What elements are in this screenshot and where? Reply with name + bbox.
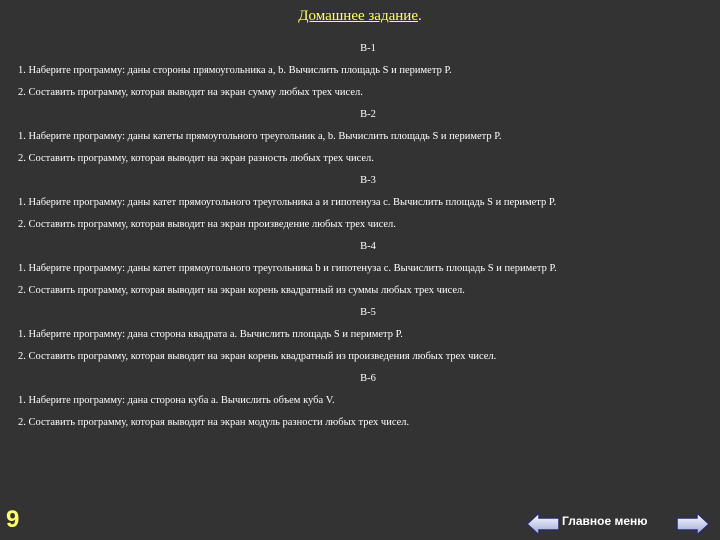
title-text: Домашнее задание — [298, 8, 418, 24]
variant-1 — [18, 38, 708, 104]
variant-label: В-3 — [360, 175, 376, 186]
task-2: 2. Составить программу, которая выводит на экран корень квадратный из суммы любых трех чисел. — [18, 285, 465, 296]
variant-label: В-4 — [360, 241, 376, 252]
task-1: 1. Наберите программу: даны катет прямоугольного треугольника b и гипотенуза с. Вычислить площадь S и периметр P. — [18, 263, 557, 274]
variant-4 — [18, 236, 708, 302]
main-menu-link[interactable]: Главное меню — [562, 514, 648, 528]
page-title — [0, 8, 720, 25]
task-2: 2. Составить программу, которая выводит на экран разность любых трех чисел. — [18, 153, 374, 164]
variant-2 — [18, 104, 708, 170]
variant-3 — [18, 170, 708, 236]
task-1: 1. Наберите программу: дана сторона куба a. Вычислить объем куба V. — [18, 395, 335, 406]
task-2: 2. Составить программу, которая выводит на экран сумму любых трех чисел. — [18, 87, 363, 98]
task-1: 1. Наберите программу: даны катет прямоугольного треугольника a и гипотенуза с. Вычислить площадь S и периметр P. — [18, 197, 557, 208]
variant-label: В-5 — [360, 307, 376, 318]
variant-6 — [18, 368, 708, 434]
task-2: 2. Составить программу, которая выводит на экран произведение любых трех чисел. — [18, 219, 396, 230]
task-1: 1. Наберите программу: даны катеты прямоугольного треугольник a, b. Вычислить площадь S и периметр P. — [18, 131, 502, 142]
arrow-left-icon[interactable] — [526, 512, 560, 536]
task-1: 1. Наберите программу: дана сторона квадрата a. Вычислить площадь S и периметр P. — [18, 329, 403, 340]
slide-number: 9 — [6, 506, 20, 533]
arrow-right-icon[interactable] — [676, 512, 710, 536]
variant-5 — [18, 302, 708, 368]
task-2: 2. Составить программу, которая выводит на экран корень квадратный из произведения любых трех чисел. — [18, 351, 497, 362]
variant-label: В-1 — [360, 43, 376, 54]
title-suffix: . — [417, 8, 422, 24]
assignment-list — [18, 38, 708, 434]
variant-label: В-6 — [360, 373, 376, 384]
variant-label: В-2 — [360, 109, 376, 120]
task-2: 2. Составить программу, которая выводит на экран модуль разности любых трех чисел. — [18, 417, 410, 428]
task-1: 1. Наберите программу: даны стороны прямоугольника a, b. Вычислить площадь S и периметр P. — [18, 65, 452, 76]
